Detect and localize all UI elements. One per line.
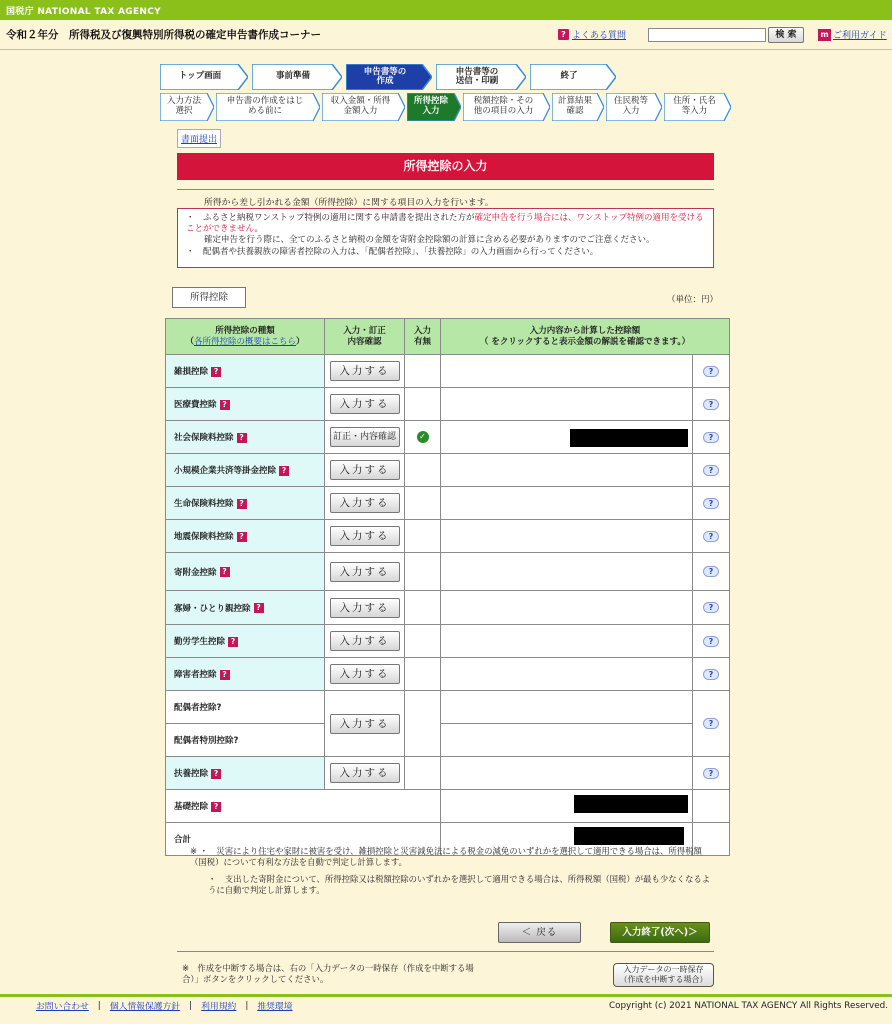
action-cell (325, 520, 405, 553)
input-button[interactable]: 入力する (330, 598, 400, 618)
help-cell (693, 591, 730, 625)
help-cell (693, 790, 730, 823)
deduction-name: 配偶者控除? (166, 691, 325, 724)
amount-help-icon[interactable]: ? (703, 602, 719, 613)
footer-link-environment[interactable]: 推奨環境 (257, 1002, 293, 1012)
table-row (166, 553, 730, 591)
col-amount: 入力内容から計算した控除額 （ をクリックすると表示金額の解説を確認できます。） (441, 319, 730, 355)
amount-help-icon[interactable]: ? (703, 498, 719, 509)
deductions-table (165, 318, 730, 856)
help-cell (693, 757, 730, 790)
status-cell (405, 625, 441, 658)
table-row (166, 421, 730, 454)
footer-link-terms[interactable]: 利用規約 (201, 1002, 237, 1012)
amount-cell (441, 724, 693, 757)
substep-4: 税額控除・その 他の項目の入力 (463, 93, 550, 121)
footer-link-contact[interactable]: お問い合わせ (36, 1002, 89, 1012)
edit-confirm-button[interactable]: 訂正・内容確認 (330, 427, 400, 447)
amount-help-icon[interactable]: ? (703, 669, 719, 680)
agency-logo: 国税庁 NATIONAL TAX AGENCY (6, 7, 161, 17)
footnote-1: ※ ・ 災害により住宅や家財に被害を受け、雑損控除と災害減免法による税金の減免のいずれかを選択して適用できる場合は、所得税額（国税）について有利な方法を自動で判定し計算します。 (190, 846, 702, 867)
overview-link[interactable]: 各所得控除の概要はこちら (193, 336, 296, 347)
help-cell (693, 658, 730, 691)
table-row (166, 454, 730, 487)
help-cell (693, 421, 730, 454)
help-question-icon[interactable]: ? (220, 670, 230, 680)
input-button[interactable]: 入力する (330, 714, 400, 734)
footnote-2: ・ 支出した寄附金について、所得控除又は税額控除のいずれかを選択して適用できる場合は、所得税額（国税）が最も少なくなるように自動で判定し計算します。 (208, 873, 711, 895)
substep-3: 所得控除 入力 (407, 93, 461, 121)
paper-submission-link[interactable]: 書面提出 (177, 129, 221, 148)
help-question-icon[interactable]: ? (211, 769, 221, 779)
faq-link[interactable]: ? よくある質問 (558, 28, 626, 41)
status-cell (405, 757, 441, 790)
redacted-amount (570, 429, 688, 447)
deduction-name: 社会保険料控除 ? (166, 421, 325, 454)
deduction-name: 配偶者特別控除? (166, 724, 325, 757)
action-cell (325, 421, 405, 454)
input-button[interactable]: 入力する (330, 664, 400, 684)
amount-cell (441, 355, 693, 388)
help-cell (693, 454, 730, 487)
amount-cell (441, 553, 693, 591)
amount-cell (441, 625, 693, 658)
footer-link-privacy[interactable]: 個人情報保護方針 (109, 1002, 181, 1012)
table-row (166, 691, 730, 724)
help-cell (693, 520, 730, 553)
status-cell (405, 454, 441, 487)
table-row (166, 790, 730, 823)
action-cell (325, 454, 405, 487)
col-action: 入力・訂正 内容確認 (325, 319, 405, 355)
action-cell (325, 388, 405, 421)
action-cell (325, 757, 405, 790)
help-question-icon[interactable]: ? (220, 400, 230, 410)
substep-6: 住民税等 入力 (606, 93, 662, 121)
step-3: 申告書等の 送信・印刷 (436, 64, 526, 90)
help-cell (693, 691, 730, 757)
status-cell (405, 658, 441, 691)
amount-cell (441, 691, 693, 724)
substep-1: 申告書の作成をはじ める前に (216, 93, 320, 121)
substep-5: 計算結果 確認 (552, 93, 604, 121)
status-cell (405, 553, 441, 591)
status-cell (405, 355, 441, 388)
search-button[interactable]: 検 索 (768, 27, 804, 43)
amount-help-icon[interactable]: ? (703, 566, 719, 577)
input-button[interactable]: 入力する (330, 394, 400, 414)
status-cell (405, 388, 441, 421)
amount-help-icon[interactable]: ? (703, 399, 719, 410)
input-button[interactable]: 入力する (330, 493, 400, 513)
table-row (166, 724, 730, 757)
notice-item-2: ・ 配偶者や扶養親族の障害者控除の入力は、「配偶者控除」、「扶養控除」の入力画面から行ってください。 (186, 246, 599, 257)
deduction-name: 地震保険料控除 ? (166, 520, 325, 553)
substep-0: 入力方法 選択 (160, 93, 214, 121)
step-1: 事前準備 (252, 64, 342, 90)
save-note: ※ 作成を中断する場合は、右の「入力データの一時保存（作成を中断する場合）」ボタンをクリックしてください。 (182, 963, 474, 985)
status-cell (405, 487, 441, 520)
table-header-row (166, 319, 730, 355)
input-button[interactable]: 入力する (330, 763, 400, 783)
status-cell (405, 591, 441, 625)
table-row (166, 658, 730, 691)
amount-cell (441, 388, 693, 421)
notice-box (177, 208, 714, 268)
help-question-icon[interactable]: ? (211, 802, 221, 812)
input-button[interactable]: 入力する (330, 562, 400, 582)
action-cell (325, 625, 405, 658)
amount-cell (441, 658, 693, 691)
input-button[interactable]: 入力する (330, 631, 400, 651)
input-button[interactable]: 入力する (330, 526, 400, 546)
amount-help-icon[interactable]: ? (703, 768, 719, 779)
amount-help-icon[interactable]: ? (703, 636, 719, 647)
book-icon: m (818, 29, 831, 41)
table-row (166, 355, 730, 388)
help-question-icon[interactable]: ? (228, 637, 238, 647)
table-row (166, 757, 730, 790)
search-input[interactable] (648, 28, 766, 42)
deduction-name: 生命保険料控除 ? (166, 487, 325, 520)
deduction-name: 基礎控除 ? (166, 790, 441, 823)
redacted-amount (574, 795, 688, 813)
action-cell (325, 553, 405, 591)
section-header: 所得控除の入力 (177, 153, 714, 180)
divider (177, 189, 714, 190)
amount-cell (441, 487, 693, 520)
unit-label: （単位：円） (667, 295, 719, 305)
col-status: 入力 有無 (405, 319, 441, 355)
amount-help-icon[interactable]: ? (703, 465, 719, 476)
amount-cell (441, 421, 693, 454)
agency-header-bar (0, 0, 892, 20)
table-row (166, 591, 730, 625)
deduction-name: 雑損控除 ? (166, 355, 325, 388)
deductions-tab: 所得控除 (172, 287, 246, 308)
step-2: 申告書等の 作成 (346, 64, 432, 90)
footnotes (190, 846, 715, 902)
deduction-name: 寡婦・ひとり親控除 ? (166, 591, 325, 625)
action-cell (325, 658, 405, 691)
deduction-name: 医療費控除 ? (166, 388, 325, 421)
amount-help-icon[interactable]: ? (703, 432, 719, 443)
deduction-name: 寄附金控除 ? (166, 553, 325, 591)
help-cell (693, 625, 730, 658)
deduction-name: 小規模企業共済等掛金控除 ? (166, 454, 325, 487)
page-heading: 令和２年分 所得税及び復興特別所得税の確定申告書作成コーナー (6, 29, 321, 41)
deduction-name: 障害者控除 ? (166, 658, 325, 691)
table-row (166, 625, 730, 658)
substep-7: 住所・氏名 等入力 (664, 93, 731, 121)
col-deduction-type: 所得控除の種類 （各所得控除の概要はこちら） (166, 319, 325, 355)
table-row (166, 520, 730, 553)
notice-item-1: ・ ふるさと納税ワンストップ特例の適用に関する申請書を提出された方が確定申告を行う場合には、ワンストップ特例の適用を受けることができません。 (186, 213, 704, 235)
deduction-name: 扶養控除 ? (166, 757, 325, 790)
amount-cell (441, 591, 693, 625)
footer: お問い合わせ | 個人情報保護方針 | 利用規約 | 推奨環境 Copyright (c) 2021 NATIONAL TAX AGENCY All Rights Reserved. (0, 994, 892, 1014)
substep-2: 収入金額・所得 金額入力 (322, 93, 405, 121)
divider (177, 951, 714, 952)
help-cell (693, 553, 730, 591)
next-button[interactable]: 入力終了(次へ)＞ (610, 922, 710, 943)
action-cell (325, 487, 405, 520)
deduction-name: 勤労学生控除 ? (166, 625, 325, 658)
table-row (166, 388, 730, 421)
help-question-icon[interactable]: ? (279, 466, 289, 476)
amount-cell (441, 757, 693, 790)
help-question-icon[interactable]: ? (216, 703, 222, 713)
status-cell (405, 691, 441, 757)
action-cell (325, 355, 405, 388)
help-cell (693, 388, 730, 421)
guide-link[interactable]: m ご利用ガイド (818, 28, 887, 41)
amount-cell (441, 454, 693, 487)
input-button[interactable]: 入力する (330, 361, 400, 381)
question-icon: ? (558, 29, 569, 40)
copyright: Copyright (c) 2021 NATIONAL TAX AGENCY All Rights Reserved. (608, 1001, 888, 1011)
notice-item-1b: 確定申告を行う際に、全てのふるさと納税の金額を寄附金控除額の計算に含める必要がありますのでご注意ください。 (204, 235, 655, 246)
help-question-icon[interactable]: ? (237, 532, 247, 542)
help-cell (693, 487, 730, 520)
total-label: 合計 (166, 823, 441, 856)
check-icon: ✓ (417, 431, 429, 443)
step-4: 終了 (530, 64, 616, 90)
temp-save-button[interactable]: 入力データの一時保存 （作成を中断する場合） (613, 963, 714, 987)
redacted-amount (574, 827, 684, 845)
amount-help-icon[interactable]: ? (703, 718, 719, 729)
help-question-icon[interactable]: ? (211, 367, 221, 377)
back-button[interactable]: ＜ 戻る (498, 922, 581, 943)
help-question-icon[interactable]: ? (220, 567, 230, 577)
amount-help-icon[interactable]: ? (703, 531, 719, 542)
help-question-icon[interactable]: ? (254, 603, 264, 613)
intro-text: 所得から差し引かれる金額（所得控除）に関する項目の入力を行います。 (204, 198, 494, 208)
amount-cell (441, 790, 693, 823)
table-row (166, 487, 730, 520)
status-cell (405, 421, 441, 454)
status-cell (405, 520, 441, 553)
action-cell (325, 691, 405, 757)
help-question-icon[interactable]: ? (237, 433, 247, 443)
input-button[interactable]: 入力する (330, 460, 400, 480)
help-question-icon[interactable]: ? (233, 736, 239, 746)
help-question-icon[interactable]: ? (237, 499, 247, 509)
action-cell (325, 591, 405, 625)
amount-cell (441, 520, 693, 553)
help-cell (693, 355, 730, 388)
amount-help-icon[interactable]: ? (703, 366, 719, 377)
step-0: トップ画面 (160, 64, 248, 90)
